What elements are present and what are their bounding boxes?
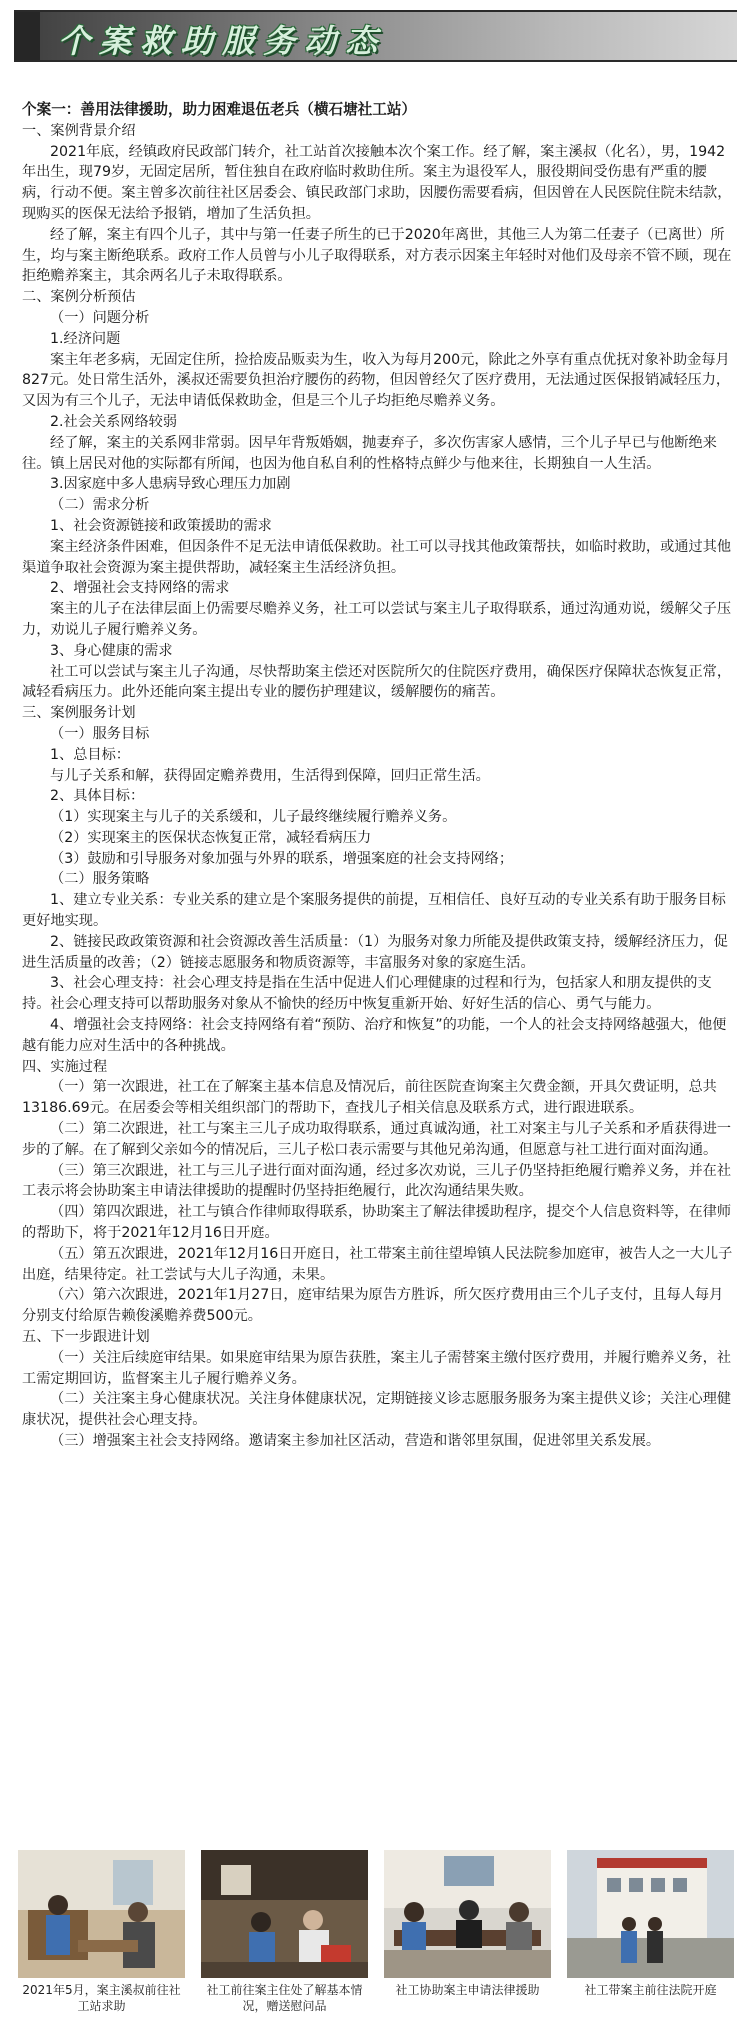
- photo-caption: 社工带案主前往法院开庭: [584, 1983, 717, 1997]
- photo-legal-aid: [384, 1850, 551, 1978]
- paragraph: （二）第二次跟进，社工与案主三儿子成功取得联系，通过真诚沟通，社工对案主与儿子关系和矛盾获得进一步的了解。在了解到父亲如今的情况后，三儿子松口表示需要与其他兄弟沟通，但愿意与社工进行面对面沟通。: [22, 1121, 732, 1158]
- paragraph: 1、社会资源链接和政策援助的需求: [50, 517, 272, 534]
- photo-caption: 2021年5月，案主溪叔前往社工站求助: [22, 1983, 181, 2013]
- paragraph: （一）关注后续庭审结果。如果庭审结果为原告获胜，案主儿子需替案主缴付医疗费用，并履行赡养义务，社工需定期回访，监督案主儿子履行赡养义务。: [22, 1349, 732, 1387]
- case-title: 个案一：善用法律援助，助力困难退伍老兵（横石塘社工站）: [22, 101, 417, 118]
- section-heading: 五、下一步跟进计划: [22, 1329, 150, 1346]
- paragraph: （2）实现案主的医保状态恢复正常，减轻看病压力: [50, 829, 372, 846]
- photo-home-visit: [201, 1850, 368, 1978]
- photo-court: [567, 1850, 734, 1978]
- case-body: [22, 121, 734, 1452]
- paragraph: 1.经济问题: [50, 330, 121, 347]
- paragraph: 社工可以尝试与案主儿子沟通，尽快帮助案主偿还对医院所欠的住院医疗费用，确保医疗保障状态恢复正常，减轻看病压力。此外还能向案主提出专业的腰伤护理建议，缓解腰伤的痛苦。: [22, 663, 732, 701]
- paragraph: 2.社会关系网络较弱: [50, 413, 178, 430]
- paragraph: （3）鼓励和引导服务对象加强与外界的联系，增强案庭的社会支持网络；: [50, 850, 514, 867]
- paragraph: （四）第四次跟进，社工与镇合作律师取得联系，协助案主了解法律援助程序，提交个人信息资料等，在律师的帮助下，将于2021年12月16日开庭。: [22, 1204, 732, 1242]
- paragraph: （二）服务策略: [50, 871, 150, 888]
- paragraph: 经了解，案主有四个儿子，其中与第一任妻子所生的已于2020年离世，其他三人为第二任妻子（已离世）所生，均与案主断绝联系。政府工作人员曾与小儿子取得联系，对方表示因案主年轻时对他们及母亲不管不顾，现在拒绝赡养案主，其余两名儿子未取得联系。: [22, 226, 732, 285]
- paragraph: 案主年老多病，无固定住所，捡拾废品贩卖为生，收入为每月200元，除此之外享有重点优抚对象补助金每月827元。处日常生活外，溪叔还需要负担治疗腰伤的药物，但因曾经欠了医疗费用，无法通过医保报销减轻压力，又因为有三个儿子，无法申请低保救助金，但是三个儿子均拒绝尽赡养义务。: [22, 351, 731, 410]
- paragraph: （1）实现案主与儿子的关系缓和，儿子最终继续履行赡养义务。: [50, 809, 457, 826]
- paragraph: 2、增强社会支持网络的需求: [50, 580, 230, 597]
- paragraph: 案主的儿子在法律层面上仍需要尽赡养义务，社工可以尝试与案主儿子取得联系，通过沟通劝说，缓解父子压力，劝说儿子履行赡养义务。: [22, 601, 732, 638]
- paragraph: （一）服务目标: [50, 725, 150, 742]
- section-heading: 三、案例服务计划: [22, 705, 136, 722]
- paragraph: （二）需求分析: [50, 497, 150, 514]
- section-heading: 四、实施过程: [22, 1058, 108, 1075]
- paragraph: （三）增强案主社会支持网络。邀请案主参加社区活动，营造和谐邻里氛围，促进邻里关系发展。: [50, 1433, 661, 1449]
- paragraph: 2021年底，经镇政府民政部门转介，社工站首次接触本次个案工作。经了解，案主溪叔（化名），男，1942年出生，现79岁，无固定居所，暂住独自在政府临时救助住所。案主为退役军人，服役期间受伤患有严重的腰病，行动不便。案主曾多次前往社区居委会、镇民政部门求助，因腰伤需要看病，但因曾在人民医院住院未结款，现购买的医保无法给予报销，增加了生活负担。: [22, 143, 732, 222]
- section-heading: 一、案例背景介绍: [22, 122, 136, 139]
- paragraph: （五）第五次跟进，2021年12月16日开庭日，社工带案主前往望埠镇人民法院参加庭审，被告人之一大儿子出庭，结果待定。社工尝试与大儿子沟通，未果。: [22, 1245, 733, 1283]
- case-article: [22, 100, 734, 1452]
- paragraph: 3、身心健康的需求: [50, 642, 173, 659]
- paragraph: 3、社会心理支持：社会心理支持是指在生活中促进人们心理健康的过程和行为，包括家人和朋友提供的支持。社会心理支持可以帮助服务对象从不愉快的经历中恢复重新开始、好好生活的信心、勇气与能力。: [22, 975, 712, 1013]
- paragraph: 与儿子关系和解，获得固定赡养费用，生活得到保障，回归正常生活。: [50, 767, 490, 784]
- paragraph: 2、链接民政政策资源和社会资源改善生活质量：（1）为服务对象力所能及提供政策支持，缓解经济压力，促进生活质量的改善；（2）链接志愿服务和物质资源等，丰富服务对象的家庭生活。: [22, 933, 728, 971]
- paragraph: 1、建立专业关系：专业关系的建立是个案服务提供的前提，互相信任、良好互动的专业关系有助于服务目标更好地实现。: [22, 892, 726, 930]
- banner-title: 个案救助服务动态: [58, 22, 387, 60]
- paragraph: （一）第一次跟进，社工在了解案主基本信息及情况后，前往医院查询案主欠费金额，开具欠费证明，总共13186.69元。在居委会等相关组织部门的帮助下，查找儿子相关信息及联系方式，进行跟进联系。: [22, 1079, 717, 1117]
- paragraph: 经了解，案主的关系网非常弱。因早年背叛婚姻，抛妻弃子，多次伤害家人感情，三个儿子早已与他断绝来往。镇上居民对他的实际都有所闻，也因为他自私自利的性格特点鲜少与他来往，长期独自一人生活。: [22, 434, 717, 472]
- paragraph: 1、总目标：: [50, 746, 130, 763]
- paragraph: （二）关注案主身心健康状况。关注身体健康状况，定期链接义诊志愿服务服务为案主提供义诊；关注心理健康状况，提供社会心理支持。: [22, 1391, 732, 1429]
- section-heading: 二、案例分析预估: [22, 289, 136, 306]
- paragraph: 4、增强社会支持网络：社会支持网络有着“预防、治疗和恢复”的功能，一个人的社会支持网络越强大，他便越有能力应对生活中的各种挑战。: [22, 1017, 727, 1054]
- paragraph: 案主经济条件困难，但因条件不足无法申请低保救助。社工可以寻找其他政策帮扶，如临时救助，或通过其他渠道争取社会资源为案主提供帮助，减轻案主生活经济负担。: [22, 538, 732, 576]
- photo-caption: 社工协助案主申请法律援助: [395, 1983, 540, 1997]
- photo-strip: [18, 1850, 734, 2030]
- paragraph: （六）第六次跟进，2021年1月27日，庭审结果为原告方胜诉，所欠医疗费用由三个儿子支付，且每人每月分别支付给原告赖俊溪赡养费500元。: [22, 1287, 724, 1325]
- header-banner: [14, 10, 737, 62]
- paragraph: （一）问题分析: [50, 309, 150, 326]
- paragraph: 3.因家庭中多人患病导致心理压力加剧: [50, 476, 291, 493]
- paragraph: 2、具体目标：: [50, 788, 145, 805]
- banner-stripe: [14, 12, 40, 60]
- photo-caption: 社工前往案主住处了解基本情况，赠送慰问品: [206, 1983, 363, 2013]
- photo-help-request: [18, 1850, 185, 1978]
- paragraph: （三）第三次跟进，社工与三儿子进行面对面沟通，经过多次劝说，三儿子仍坚持拒绝履行赡养义务，并在社工表示将会协助案主申请法律援助的提醒时仍坚持拒绝履行，此次沟通结果失败。: [22, 1162, 732, 1200]
